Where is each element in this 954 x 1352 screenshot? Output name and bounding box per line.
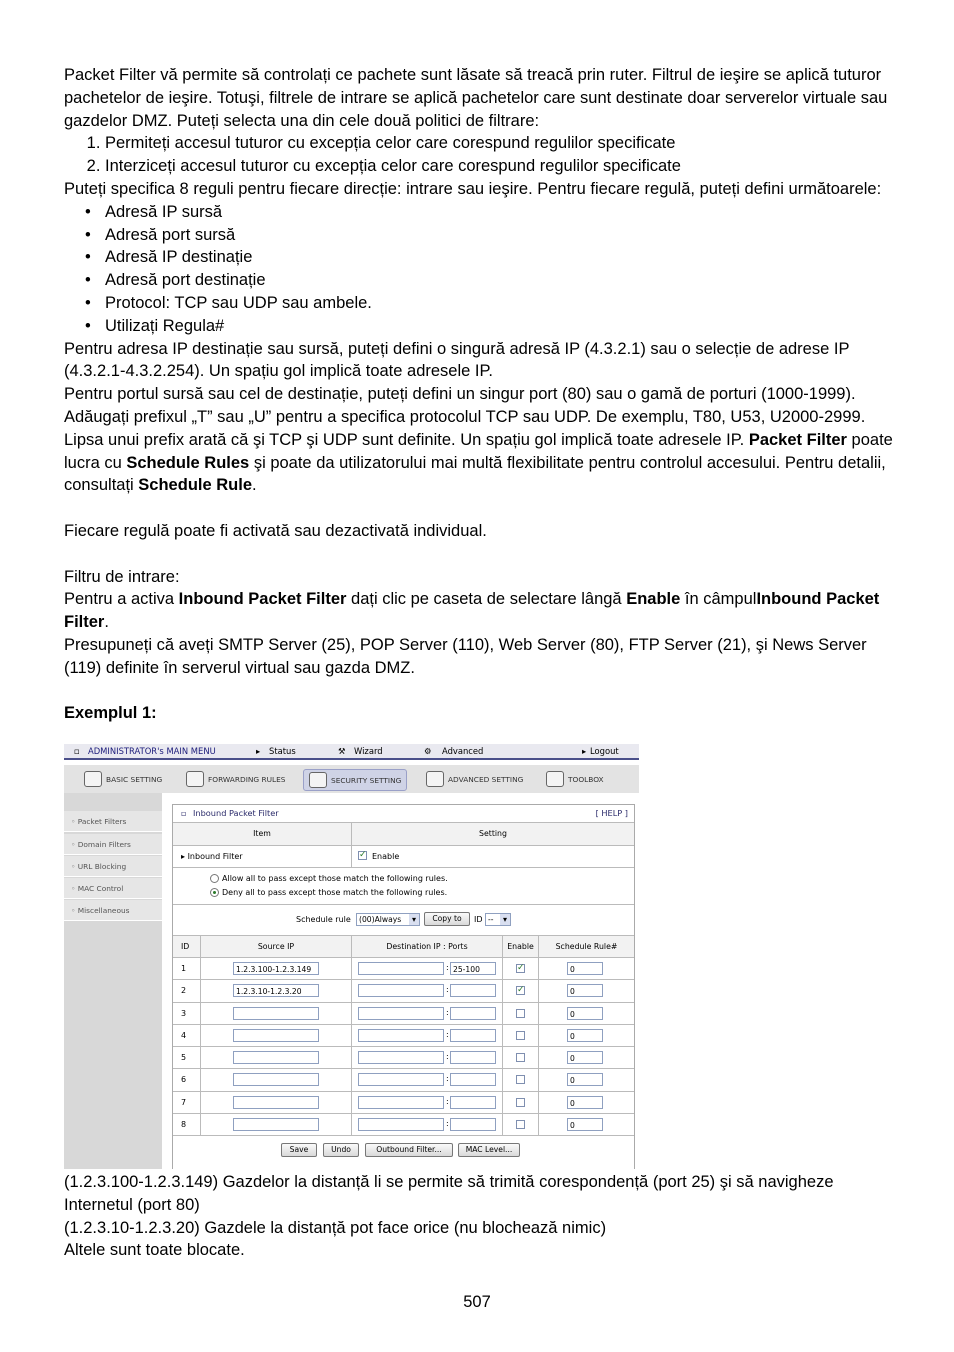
admin-menu-link[interactable]: ADMINISTRATOR's MAIN MENU [88,746,216,756]
rule-enable-checkbox[interactable] [516,1098,525,1107]
field-item: • Protocol: TCP sau UDP sau ambele. [105,292,894,315]
schedule-rule-input[interactable]: 0 [567,1118,603,1131]
schedule-rule-select[interactable]: (00)Always ▾ [356,913,420,926]
rule-id: 1 [181,964,187,973]
rule-id: 4 [181,1030,187,1040]
tab-security-setting[interactable]: SECURITY SETTING [303,769,407,791]
destination-ip-input[interactable] [358,984,444,997]
document-body [64,64,894,725]
copy-to-button[interactable]: Copy to [424,912,470,926]
rule-enable-checkbox[interactable] [516,1075,525,1084]
policy-item: 2. Interziceți accesul tuturor cu excepția celor care corespund regulilor specificate [105,155,894,178]
save-button[interactable]: Save [281,1143,317,1157]
tab-toolbox[interactable]: TOOLBOX [546,769,604,789]
inbound-enable-checkbox[interactable]: ✓ [359,850,367,860]
destination-column-header: Destination IP : Ports [352,936,503,957]
rule-row: 4 : 0 [173,1025,634,1047]
after-line-2: (1.2.3.10-1.2.3.20) Gazdele la distanță pot face orice (nu blochează nimic) [64,1218,607,1237]
toolbox-icon [546,771,564,787]
item-column-header: Item [173,823,352,845]
rule-id: 2 [181,986,187,996]
deny-all-label: Deny all to pass except those match the following rules. [222,888,448,897]
destination-port-input[interactable] [450,984,496,997]
port-paragraph: Pentru portul sursă sau cel de destinație, puteți defini un singur port (80) sau o gamă de porturi (1000-1999). Adăugați prefixul „T” sau „U” pentru a specifica protocolul TCP sau UDP. De exemplu, T80, U53, U2000-2999. Lipsa unui prefix arată că şi TCP şi UDP sunt definite. Un spațiu gol implică toate adresele IP. Packet Filter poate lucra cu Schedule Rules şi poate da utilizatorului mai multă flexibilitate pentru controlul accesului. Pentru detalii, consultați Schedule Rule. [64,385,893,495]
item-setting-header [173,823,634,846]
advanced-setting-icon [426,771,444,787]
sidebar [64,793,162,1169]
example-title: Exemplul 1: [64,704,157,723]
source-ip-input[interactable]: 1.2.3.100-1.2.3.149 [233,962,319,975]
mac-level-button[interactable]: MAC Level... [458,1143,520,1157]
source-ip-input[interactable] [233,1007,319,1020]
field-item: • Adresă IP sursă [105,201,894,224]
enable-paragraph: Pentru a activa Inbound Packet Filter dați clic pe caseta de selectare lângă Enable în câmpulInbound Packet Filter. [64,590,880,632]
destination-port-input[interactable] [450,1029,496,1042]
status-icon: ▸ [256,746,261,756]
destination-ip-input[interactable] [358,1051,444,1064]
rule-enable-checkbox[interactable] [516,1053,525,1062]
advanced-icon: ⚙ [424,746,432,756]
basic-setting-icon [84,771,102,787]
rule-enable-checkbox[interactable] [516,1009,525,1018]
policy-row [173,868,634,905]
destination-port-input[interactable] [450,1051,496,1064]
setting-column-header: Setting [479,829,507,838]
id-label: ID [474,915,483,924]
destination-port-input[interactable] [450,1073,496,1086]
id-column-header: ID [173,936,201,957]
sidebar-item-packet-filters[interactable]: ◦ Packet Filters [64,811,162,832]
rule-id: 8 [181,1119,187,1129]
logout-link[interactable]: Logout [590,746,619,756]
page-number: 507 [463,1293,491,1311]
rule-id: 7 [181,1097,187,1107]
id-select[interactable]: -- ▾ [485,913,511,926]
inbound-filter-panel [172,804,635,1169]
enable-label: Enable [372,852,400,861]
after-line-1: (1.2.3.100-1.2.3.149) Gazdelor la distanță li se permite să trimită corespondență (port 25) şi să navigheze Internetul (port 80) [64,1173,834,1214]
rule-row: 2 1.2.3.10-1.2.3.20 : ✓ 0 [173,980,634,1002]
undo-button[interactable]: Undo [323,1143,359,1157]
policy-item: 1. Permiteți accesul tuturor cu excepția celor care corespund regulilor specificate [105,132,894,155]
ip-paragraph: Pentru adresa IP destinație sau sursă, puteți defini o singură adresă IP (4.3.2.1) sau o selecție de adrese IP (4.3.2.1-4.3.2.254). Un spațiu gol implică toate adresele IP. [64,339,850,381]
enable-column-header: Enable [503,936,539,957]
schedule-rule-input[interactable]: 0 [567,1073,603,1086]
rule-id: 5 [181,1053,187,1062]
panel-title: Inbound Packet Filter [193,808,279,818]
sidebar-item-domain-filters[interactable]: ◦ Domain Filters [64,834,162,855]
destination-ip-input[interactable] [358,1118,444,1131]
field-item: • Adresă port destinație [105,269,894,292]
destination-port-input[interactable] [450,1096,496,1109]
rules-paragraph: Puteți specifica 8 reguli pentru fiecare direcție: intrare sau ieşire. Pentru fiecare regulă, puteți defini următoarele: [64,179,882,198]
rule-enable-checkbox[interactable]: ✓ [517,985,525,996]
inbound-heading: Filtru de intrare: [64,567,180,586]
destination-ip-input[interactable] [358,1073,444,1086]
schedule-rule-column-header: Schedule Rule# [555,942,618,951]
schedule-rule-input[interactable]: 0 [567,962,603,975]
inbound-filter-row [173,846,634,868]
source-ip-input[interactable]: 1.2.3.10-1.2.3.20 [233,984,319,997]
destination-ip-input[interactable] [358,1096,444,1109]
security-icon [309,772,327,788]
logout-icon: ▸ [582,746,587,756]
tab-advanced-setting[interactable]: ADVANCED SETTING [426,769,523,789]
rule-row: 8 : 0 [173,1114,634,1136]
sidebar-item-mac-control[interactable]: ◦ MAC Control [64,878,162,899]
rule-row: 7 : 0 [173,1092,634,1114]
field-item: • Utilizați Regula# [105,315,894,338]
rules-header [173,936,634,958]
rule-enable-checkbox[interactable]: ✓ [517,963,525,973]
sidebar-item-url-blocking[interactable]: ◦ URL Blocking [64,856,162,877]
help-link[interactable]: [ HELP ] [595,808,628,818]
source-ip-input[interactable] [233,1096,319,1109]
schedule-rule-label: Schedule rule [296,915,351,924]
button-row [173,1135,634,1169]
fields-list [64,201,894,338]
router-screenshot [64,744,639,1169]
intro-paragraph: Packet Filter vă permite să controlați ce pachete sunt lăsate să treacă prin ruter. Filtrul de ieşire se aplică tuturor pachetelor de ieşire. Totuşi, filtrele de intrare se aplică pachetelor care sunt destinate doar serverelor virtuale sau gazdelor DMZ. Puteți selecta una din cele două politici de filtrare: [64,66,888,130]
source-ip-input[interactable] [233,1118,319,1131]
source-ip-column-header: Source IP [201,936,352,957]
status-link[interactable]: Status [269,746,296,756]
servers-paragraph: Presupuneți că aveți SMTP Server (25), POP Server (110), Web Server (80), FTP Server (21), şi News Server (119) definite în serverul virtual sau gazda DMZ. [64,635,867,677]
allow-all-radio[interactable] [210,874,219,883]
after-line-3: Altele sunt toate blocate. [64,1241,245,1260]
rule-row: 1 1.2.3.100-1.2.3.149 : 25-100 ✓ 0 [173,958,634,980]
rule-id: 3 [181,1008,187,1018]
source-ip-input[interactable] [233,1073,319,1086]
sidebar-item-miscellaneous[interactable]: ◦ Miscellaneous [64,900,162,921]
rule-row: 5 : 0 [173,1047,634,1069]
advanced-link[interactable]: Advanced [442,746,484,756]
destination-ip-input[interactable] [358,1007,444,1020]
panel-header [173,805,634,823]
schedule-rule-input[interactable]: 0 [567,1007,603,1020]
after-example-text [64,1171,894,1262]
source-ip-input[interactable] [233,1051,319,1064]
tab-basic-setting[interactable]: BASIC SETTING [84,769,162,789]
outbound-filter-button[interactable]: Outbound Filter... [365,1143,453,1157]
inbound-filter-label: ▸ Inbound Filter [181,852,243,861]
field-item: • Adresă port sursă [105,224,894,247]
main-tabs [64,765,639,793]
rule-row: 6 : 0 [173,1069,634,1091]
rule-enable-checkbox[interactable] [516,1120,525,1129]
destination-ip-input[interactable] [358,1029,444,1042]
rule-row: 3 : 0 [173,1003,634,1025]
source-ip-input[interactable] [233,1029,319,1042]
rule-id: 6 [181,1075,187,1085]
schedule-rule-input[interactable]: 0 [567,1096,603,1109]
schedule-rule-input[interactable]: 0 [567,984,603,997]
schedule-rule-input[interactable]: 0 [567,1051,603,1064]
panel-square-icon: ▫ [181,808,187,818]
toggle-paragraph: Fiecare regulă poate fi activată sau dezactivată individual. [64,521,487,540]
tab-forwarding-rules[interactable]: FORWARDING RULES [186,769,286,789]
forwarding-icon [186,771,204,787]
top-menu [64,744,639,760]
destination-port-input[interactable] [450,1007,496,1020]
policy-list [64,132,894,178]
destination-port-input[interactable]: 25-100 [450,962,496,975]
rule-enable-checkbox[interactable] [516,1031,525,1040]
field-item: • Adresă IP destinație [105,246,894,269]
schedule-row [173,905,634,936]
destination-ip-input[interactable] [358,962,444,975]
deny-all-radio[interactable] [210,888,219,897]
wizard-link[interactable]: Wizard [354,746,383,756]
menu-square-icon: ▫ [74,746,80,756]
schedule-rule-input[interactable]: 0 [567,1029,603,1042]
allow-all-label: Allow all to pass except those match the following rules. [222,874,448,883]
wizard-icon: ⚒ [338,746,346,756]
destination-port-input[interactable] [450,1118,496,1131]
